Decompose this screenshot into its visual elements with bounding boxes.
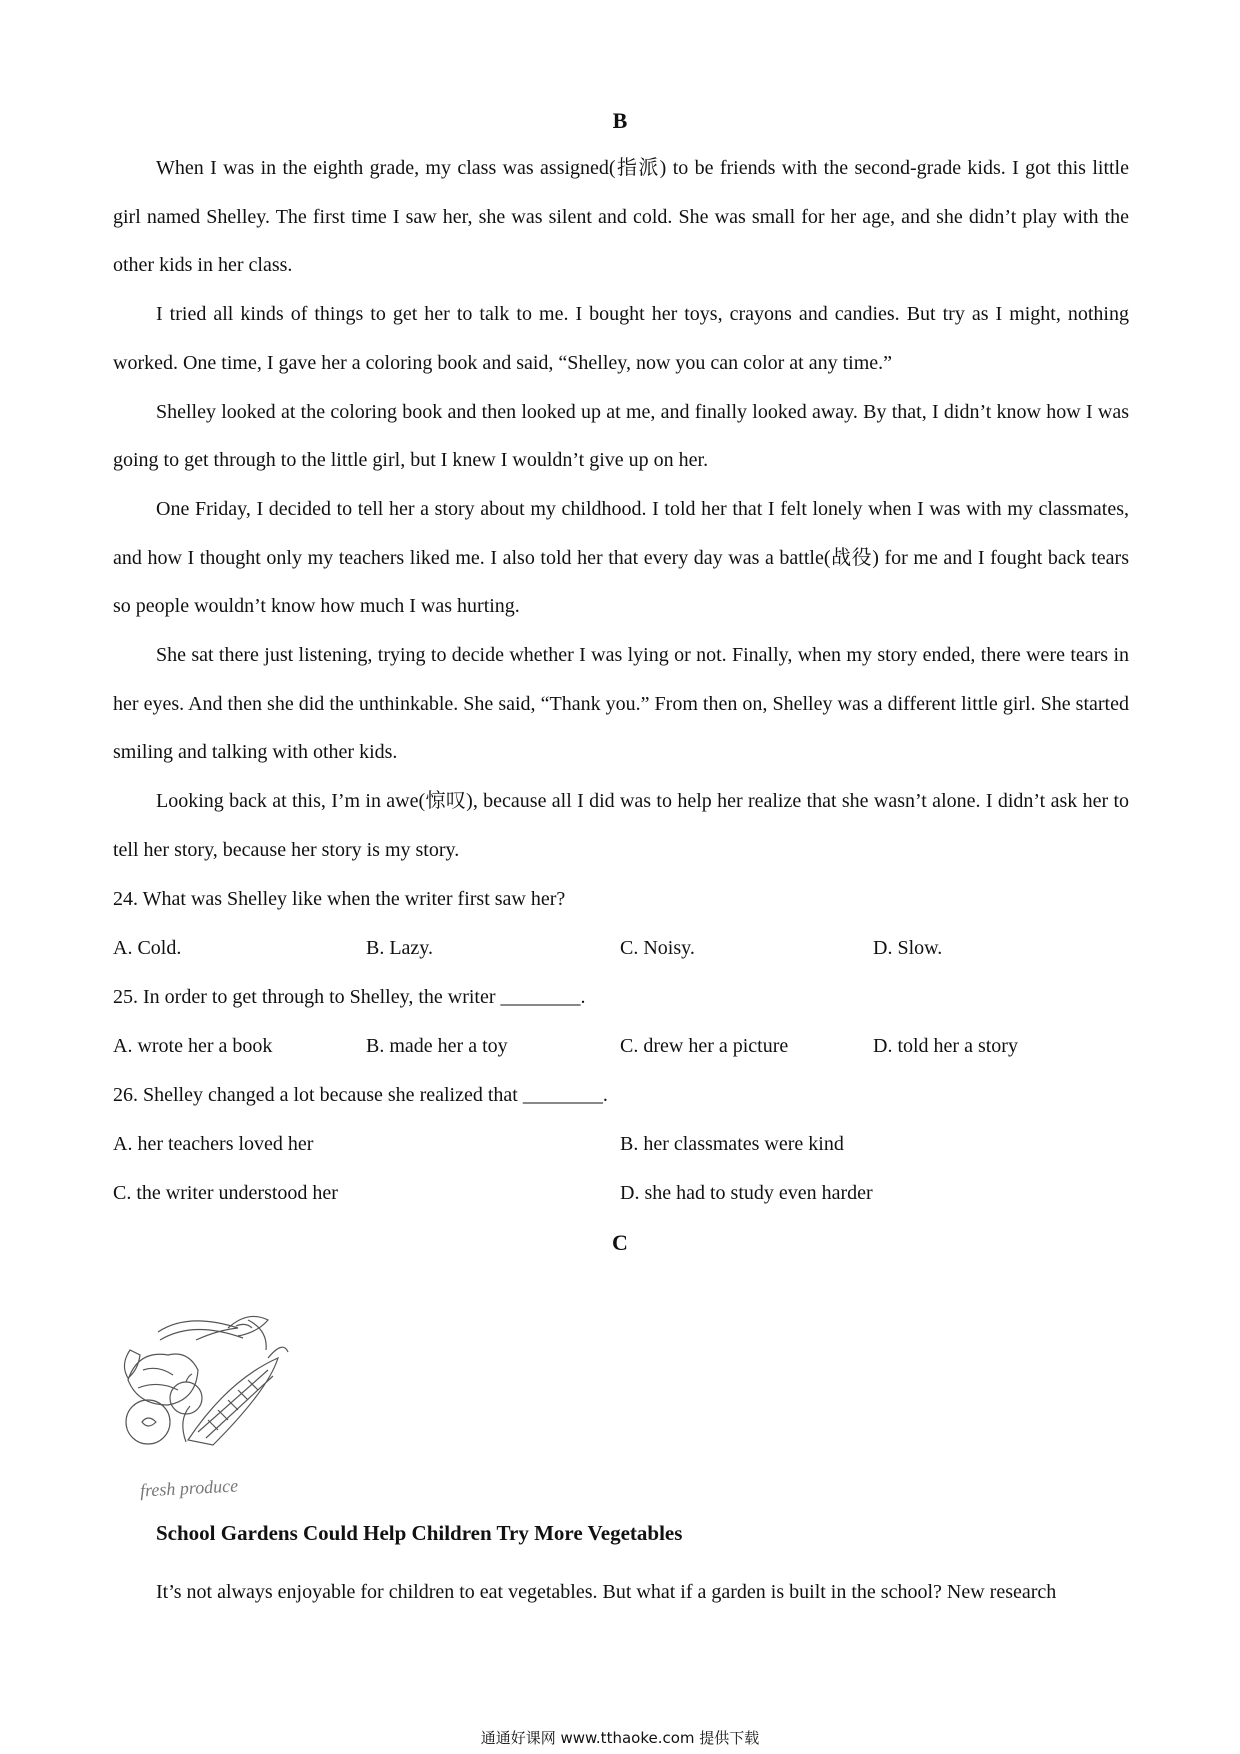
passage-paragraph: One Friday, I decided to tell her a story about my childhood. I told her that I felt lonely when I was with my classmates, and how I thought only my teachers liked me. I also told her that every day was a battle(战役) for me and I fought back tears so people wouldn’t know how much I was hurting.: [113, 497, 1129, 618]
passage-paragraph: When I was in the eighth grade, my class was assigned(指派) to be friends with the second-grade kids. I got this little girl named Shelley. The first time I saw her, she was silent and cold. She was small for her age, and she didn’t play with the other kids in her class.: [113, 157, 1129, 277]
question-25: 25. In order to get through to Shelley, the writer ________.: [113, 986, 586, 1008]
q25-option-c: C. drew her a picture: [620, 1035, 789, 1057]
section-c-passage: [113, 1568, 1129, 1616]
section-b-passage: [113, 144, 1129, 875]
q26-option-b: B. her classmates were kind: [620, 1133, 844, 1155]
section-b-heading: B: [612, 108, 628, 133]
passage-paragraph: Shelley looked at the coloring book and then looked up at me, and finally looked away. By that, I didn’t know how I was going to get through to the little girl, but I knew I wouldn’t give up on her.: [113, 400, 1129, 472]
passage-paragraph: She sat there just listening, trying to decide whether I was lying or not. Finally, when my story ended, there were tears in her eyes. And then she did the unthinkable. She said, “Thank you.” From then on, Shelley was a different little girl. She started smiling and talking with other kids.: [113, 644, 1129, 764]
q26-option-c: C. the writer understood her: [113, 1182, 338, 1204]
page-footer: 通通好课网 www.tthaoke.com 提供下载: [480, 1729, 760, 1747]
fresh-produce-illustration: [118, 1310, 290, 1455]
passage-paragraph: I tried all kinds of things to get her to talk to me. I bought her toys, crayons and candies. But try as I might, nothing worked. One time, I gave her a coloring book and said, “Shelley, now you can color at any time.”: [113, 303, 1129, 374]
illustration-caption: fresh produce: [139, 1475, 239, 1501]
q26-option-a: A. her teachers loved her: [113, 1133, 314, 1155]
q24-option-a: A. Cold.: [113, 937, 182, 959]
passage-paragraph: Looking back at this, I’m in awe(惊叹), because all I did was to help her realize that she wasn’t alone. I didn’t ask her to tell her story, because her story is my story.: [113, 790, 1129, 861]
q24-option-b: B. Lazy.: [366, 937, 434, 959]
article-title: School Gardens Could Help Children Try More Vegetables: [156, 1521, 683, 1545]
q25-option-a: A. wrote her a book: [113, 1035, 273, 1057]
question-26: 26. Shelley changed a lot because she realized that ________.: [113, 1084, 608, 1106]
q24-option-c: C. Noisy.: [620, 937, 695, 959]
question-24: 24. What was Shelley like when the writer first saw her?: [113, 888, 566, 910]
q25-option-d: D. told her a story: [873, 1035, 1018, 1057]
passage-paragraph: It’s not always enjoyable for children to eat vegetables. But what if a garden is built in the school? New research: [156, 1581, 1057, 1603]
q24-option-d: D. Slow.: [873, 937, 943, 959]
section-c-heading: C: [612, 1230, 628, 1255]
q25-option-b: B. made her a toy: [366, 1035, 508, 1057]
q26-option-d: D. she had to study even harder: [620, 1182, 873, 1204]
